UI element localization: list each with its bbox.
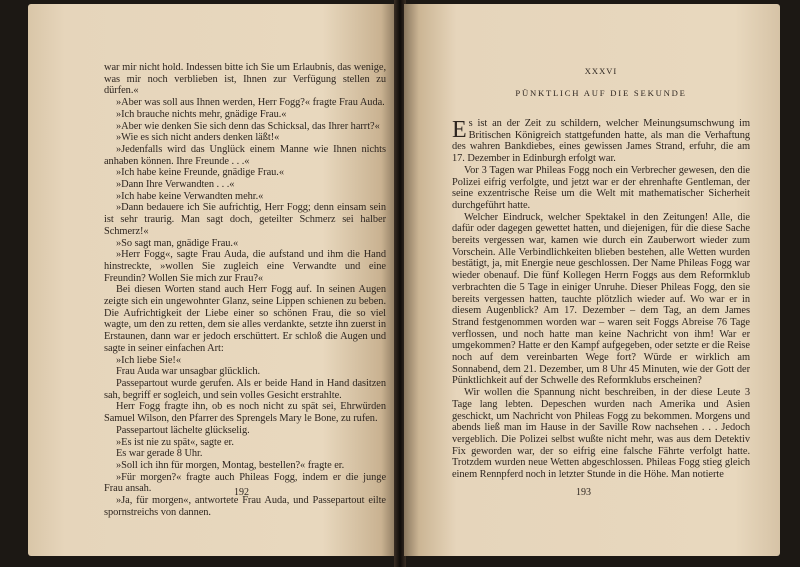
paragraph xyxy=(104,425,386,437)
paragraph xyxy=(104,167,386,179)
paragraph xyxy=(452,118,750,165)
paragraph-text: Passepartout wurde gerufen. Als er beide Hand in Hand dasitzen sah, begriff er sogleich, und sein volles Gesicht erstrahlte. xyxy=(104,377,386,401)
paragraph xyxy=(104,202,386,237)
paragraph-text: Wir wollen die Spannung nicht beschreiben, in der diese Leute 3 Tage lang lebten. Depeschen wurden nach Amerika und Asien geschickt, um Nachricht von Phileas Fogg zu bekommen. Morgens und abends ließ man im Hause in der Saville Row nachsehen . . . Jedoch vergeblich. Die Polizei selbst wußte nicht mehr, was aus dem Detektiv Fix geworden war, der so eifrig eine falsche Fährte verfolgt hatte. Trotzdem wurden neue Wetten abgeschlossen. Phileas Fogg stieg gleich einem Rennpferd noch in letzter Stunde in die Höhe. Man notierte xyxy=(452,387,750,481)
paragraph-text: »So sagt man, gnädige Frau.« xyxy=(116,237,239,249)
left-page-number: 192 xyxy=(234,487,249,498)
paragraph-text: war mir nicht hold. Indessen bitte ich Sie um Erlaubnis, das wenige, was mir noch verblieben ist, Ihnen zur Verfügung stellen zu dürfen.« xyxy=(104,62,386,97)
right-page-text xyxy=(452,118,750,481)
paragraph-text: Vor 3 Tagen war Phileas Fogg noch ein Verbrecher gewesen, den die Polizei eifrig verfolgte, und jetzt war er der ehrenhafte Gentleman, der seine exzentrische Reise um die Welt mit mathematischer Sicherheit durchgeführt hatte. xyxy=(452,164,750,211)
chapter-title: PÜNKTLICH AUF DIE SEKUNDE xyxy=(515,88,687,98)
paragraph-text: »Ich brauche nichts mehr, gnädige Frau.« xyxy=(116,108,287,120)
paragraph-text: Passepartout lächelte glückselig. xyxy=(116,424,250,436)
paragraph xyxy=(104,238,386,250)
paragraph xyxy=(104,401,386,424)
right-page xyxy=(404,4,780,556)
paragraph xyxy=(104,284,386,354)
paragraph xyxy=(104,132,386,144)
chapter-number: XXXVI xyxy=(584,66,618,76)
paragraph-text: »Dann Ihre Verwandten . . .« xyxy=(116,179,235,191)
paragraph-text: Es war gerade 8 Uhr. xyxy=(116,448,203,460)
paragraph-text: »Ich habe keine Verwandten mehr.« xyxy=(116,190,264,202)
paragraph xyxy=(104,62,386,97)
paragraph xyxy=(104,355,386,367)
paragraph-text: »Jedenfalls wird das Unglück einem Manne wie Ihnen nichts anhaben können. Ihre Freunde . . .« xyxy=(104,143,386,167)
paragraph-text: »Ja, für morgen«, antwortete Frau Auda, und Passepartout eilte spornstreichs von dannen. xyxy=(104,495,386,518)
paragraph-text: »Aber was soll aus Ihnen werden, Herr Fogg?« fragte Frau Auda. xyxy=(116,97,385,109)
paragraph-text: »Ich liebe Sie!« xyxy=(116,354,181,366)
paragraph xyxy=(104,144,386,167)
paragraph-text: s ist an der Zeit zu schildern, welcher Meinungsumschwung im Britischen Königreich stattgefunden hatte, als man die Verhaftung des wahren Bankdiebes, eines gewissen James Strand, erfuhr, die am 17. Dezember in Edinburgh erfolgt war. xyxy=(452,118,750,165)
paragraph xyxy=(104,378,386,401)
paragraph xyxy=(104,448,386,460)
paragraph-text: Herr Fogg fragte ihn, ob es noch nicht zu spät sei, Ehrwürden Samuel Wilson, den Pfarrer des Sprengels Mary le Bone, zu rufen. xyxy=(104,401,386,425)
paragraph-text: Frau Auda war unsagbar glücklich. xyxy=(116,366,261,378)
paragraph xyxy=(104,179,386,191)
paragraph xyxy=(104,249,386,284)
paragraph-text: »Wie es sich nicht anders denken läßt!« xyxy=(116,132,280,144)
paragraph-text: »Dann bedauere ich Sie aufrichtig, Herr Fogg; denn einsam sein ist sehr traurig. Man sagt doch, geteilter Schmerz sei halber Schmerz!« xyxy=(104,202,386,237)
paragraph xyxy=(452,165,750,212)
paragraph xyxy=(452,212,750,388)
left-page-text xyxy=(104,62,386,518)
paragraph xyxy=(104,97,386,109)
right-page-number: 193 xyxy=(576,487,591,498)
left-page xyxy=(28,4,396,556)
paragraph xyxy=(104,460,386,472)
paragraph-text: »Herr Fogg«, sagte Frau Auda, die aufstand und ihm die Hand hinstreckte, »wollen Sie zugleich eine Verwandte und eine Freundin? Wollen Sie mich zur Frau?« xyxy=(104,249,386,284)
drop-cap: E xyxy=(452,117,467,143)
paragraph xyxy=(104,109,386,121)
paragraph xyxy=(452,387,750,481)
paragraph xyxy=(104,495,386,518)
paragraph-text: Bei diesen Worten stand auch Herr Fogg auf. In seinen Augen zeigte sich ein ungewohnter Glanz, seine Lippen schienen zu beben. Die Aufrichtigkeit der Liebe einer so schönen Frau, die so viel wagte, um den zu retten, dem sie alles verdankte, setzte ihn zuerst in Erstaunen, dann war er jedoch erschüttert. Er schloß die Augen und sagte in seiner einfachen Art: xyxy=(104,284,386,354)
paragraph xyxy=(104,437,386,449)
paragraph-text: »Aber wie denken Sie sich denn das Schicksal, das Ihrer harrt?« xyxy=(116,120,380,132)
paragraph xyxy=(104,191,386,203)
paragraph xyxy=(104,121,386,133)
paragraph-text: »Ich habe keine Freunde, gnädige Frau.« xyxy=(116,167,284,179)
paragraph-text: Welcher Eindruck, welcher Spektakel in den Zeitungen! Alle, die dafür oder dagegen gewettet hatten, und diejenigen, für die diese Sache bereits vergessen war, kamen wie durch ein Zauberwort wieder zum Vorschein. Alle Verbindlichkeiten blieben bestehen, alle Wetten wurden bestätigt, ja, mit Energie neue geschlossen. Der Name Phileas Fogg war wieder obenauf. Die fünf Kollegen Herrn Foggs aus dem Reformklub verbrachten die 5 Tage in einiger Unruhe. Dieser Phileas Fogg, den sie bereits vergessen hatten, tauchte plötzlich wieder auf. Wo war er in diesem Augenblick? Am 17. Dezember – dem Tag, an dem James Strand festgenommen worden war – waren seit Foggs Abreise 76 Tage verflossen, und noch hatte man keine Nachricht von ihm! War er umgekommen? Hatte er den Kampf aufgegeben, oder setzte er die Reise noch auf dem vereinbarten Wege fort? Würde er wirklich am Sonnabend, dem 21. Dezember, um 8 Uhr 45 Minuten, wie der Gott der Pünktlichkeit auf der Schwelle des Reformklubs erscheinen? xyxy=(452,211,750,387)
paragraph xyxy=(104,366,386,378)
paragraph-text: »Es ist nie zu spät«, sagte er. xyxy=(116,436,234,448)
paragraph-text: »Für morgen?« fragte auch Phileas Fogg, indem er die junge Frau ansah. xyxy=(104,471,386,495)
paragraph-text: »Soll ich ihn für morgen, Montag, bestellen?« fragte er. xyxy=(116,459,345,471)
